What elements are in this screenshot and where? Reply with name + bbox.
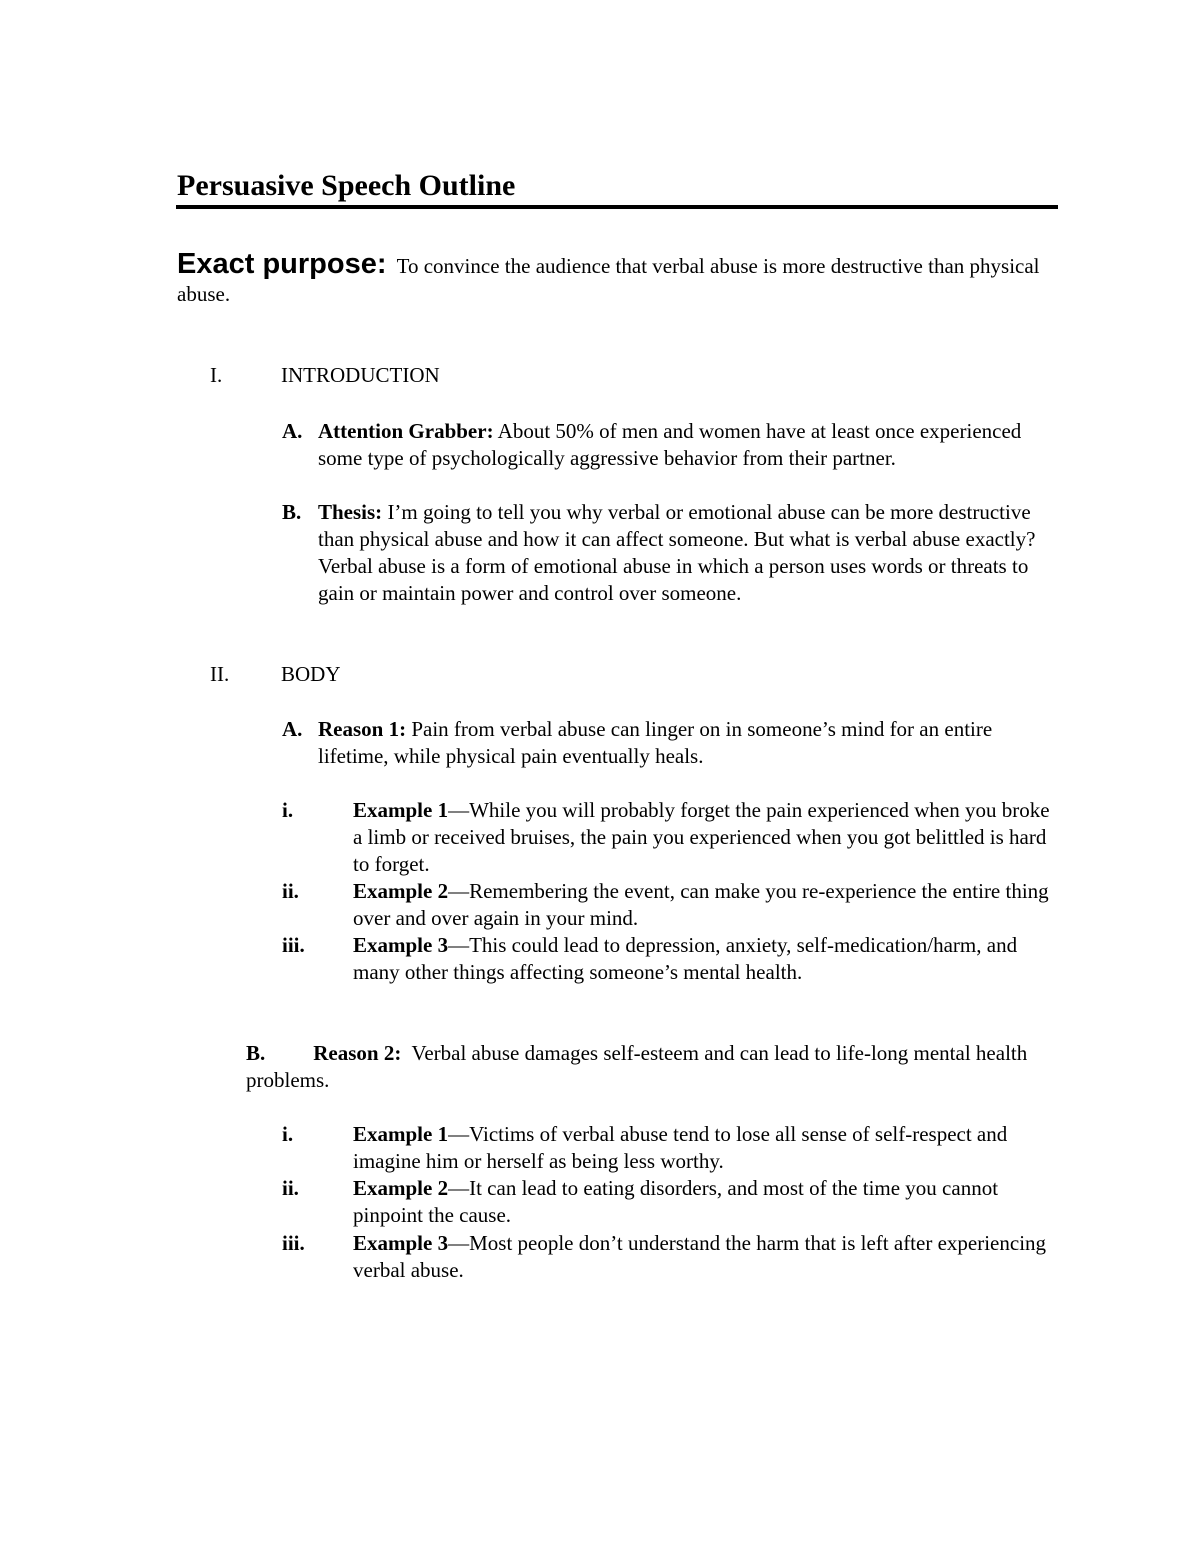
body-reason-1 — [282, 716, 1042, 772]
title-underline — [176, 205, 1058, 209]
example-label: Example 1 — [353, 798, 449, 822]
example-body — [353, 1175, 1058, 1229]
item-marker: B. — [246, 1041, 266, 1065]
item-text: About 50% of men and women have at least once experienced some type of psychologically aggressive behavior from their partner. — [318, 419, 1022, 470]
section-numeral: II. — [210, 662, 230, 686]
example-marker: ii. — [282, 1176, 299, 1200]
example-label: Example 3 — [353, 1231, 449, 1255]
item-label: Attention Grabber: — [318, 419, 494, 443]
item-text: Verbal abuse damages self-esteem and can lead to life-long mental health problems. — [246, 1041, 1028, 1092]
item-marker: A. — [282, 717, 303, 741]
item-label: Reason 2: — [313, 1041, 402, 1065]
example-marker: i. — [282, 1122, 294, 1146]
item-label: Thesis: — [318, 500, 383, 524]
item-body — [318, 716, 1042, 770]
reason-1-example-1 — [282, 797, 1062, 879]
item-marker: A. — [282, 419, 303, 443]
reason-2-example-3 — [282, 1230, 1062, 1286]
example-marker: i. — [282, 798, 294, 822]
reason-1-example-2 — [282, 878, 1062, 934]
purpose-text: To convince the audience that verbal abuse is more destructive than physical abuse. — [177, 254, 1040, 306]
example-text: —While you will probably forget the pain experienced when you broke a limb or received bruises, the pain you experienced when you got belittled is hard to forget. — [353, 798, 1050, 876]
section-body-heading — [210, 661, 510, 689]
exact-purpose — [177, 250, 1057, 308]
item-text: Pain from verbal abuse can linger on in someone’s mind for an entire lifetime, while physical pain eventually heals. — [318, 717, 993, 768]
example-label: Example 1 — [353, 1122, 449, 1146]
item-text: I’m going to tell you why verbal or emotional abuse can be more destructive than physical abuse and how it can affect someone. But what is verbal abuse exactly? Verbal abuse is a form of emotional abuse in which a person uses words or threats to gain or maintain power and control over someone. — [318, 500, 1036, 605]
reason-2-example-1 — [282, 1121, 1062, 1177]
section-heading: INTRODUCTION — [281, 363, 440, 387]
example-body — [353, 1230, 1058, 1284]
example-body — [353, 1121, 1058, 1175]
page-title: Persuasive Speech Outline — [177, 169, 516, 202]
example-text: —Remembering the event, can make you re-experience the entire thing over and over again in your mind. — [353, 879, 1049, 930]
section-heading: BODY — [281, 662, 341, 686]
example-body — [353, 932, 1062, 986]
example-text: —This could lead to depression, anxiety, self-medication/harm, and many other things affecting someone’s mental health. — [353, 933, 1018, 984]
example-text: —Most people don’t understand the harm that is left after experiencing verbal abuse. — [353, 1231, 1047, 1282]
example-label: Example 2 — [353, 879, 449, 903]
item-body — [318, 418, 1042, 472]
item-label: Reason 1: — [318, 717, 407, 741]
example-text: —It can lead to eating disorders, and most of the time you cannot pinpoint the cause. — [353, 1176, 999, 1227]
section-numeral: I. — [210, 363, 223, 387]
example-marker: iii. — [282, 1231, 305, 1255]
purpose-label: Exact purpose: — [177, 248, 387, 280]
example-marker: ii. — [282, 879, 299, 903]
intro-thesis — [282, 499, 1042, 639]
example-label: Example 3 — [353, 933, 449, 957]
example-label: Example 2 — [353, 1176, 449, 1200]
example-marker: iii. — [282, 933, 305, 957]
reason-1-example-3 — [282, 932, 1062, 988]
intro-attention-grabber — [282, 418, 1042, 474]
item-body — [318, 499, 1042, 607]
reason-2-example-2 — [282, 1175, 1062, 1231]
item-marker: B. — [282, 500, 302, 524]
example-body — [353, 797, 1058, 878]
example-body — [353, 878, 1058, 932]
example-text: —Victims of verbal abuse tend to lose all sense of self-respect and imagine him or herself as being less worthy. — [353, 1122, 1008, 1173]
body-reason-2 — [246, 1040, 1066, 1094]
section-introduction-heading — [210, 362, 510, 390]
